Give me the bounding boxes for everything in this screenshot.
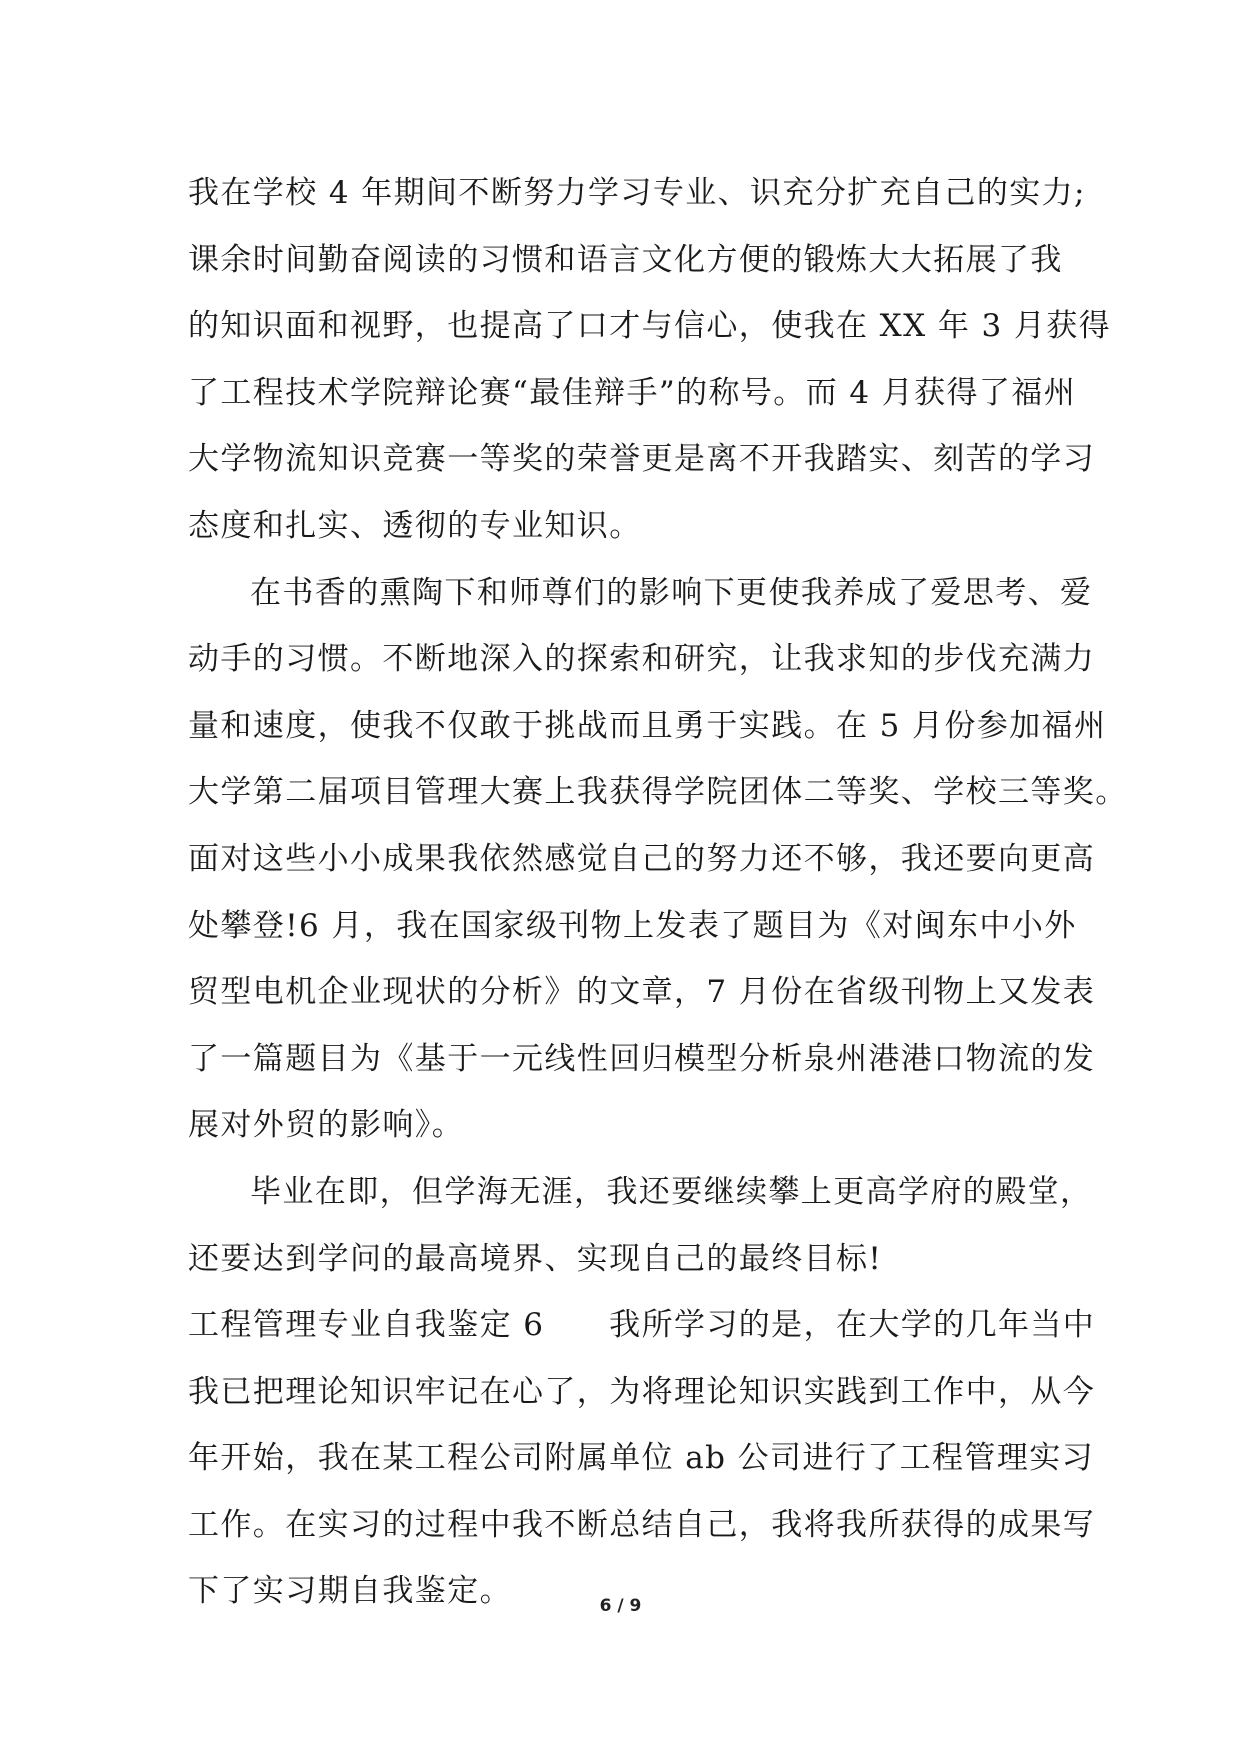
text-line: 我在学校 4 年期间不断努力学习专业、识充分扩充自己的实力; [188, 175, 1086, 211]
text-line: 下了实习期自我鉴定。 [188, 1573, 512, 1610]
text-line: 工作。在实习的过程中我不断总结自己，我将我所获得的成果写 [188, 1506, 1096, 1543]
text-line: 年开始，我在某工程公司附属单位 ab 公司进行了工程管理实习 [188, 1440, 1095, 1477]
text-line: 态度和扎实、透彻的专业知识。 [188, 507, 642, 544]
text-line: 工程管理专业自我鉴定 6 我所学习的是，在大学的几年当中 [188, 1307, 1096, 1344]
text-line: 量和速度，使我不仅敢于挑战而且勇于实践。在 5 月份参加福州 [188, 707, 1107, 744]
text-line: 贸型电机企业现状的分析》的文章，7 月份在省级刊物上又发表 [188, 974, 1096, 1011]
body-text [188, 160, 1128, 1625]
text-line: 了一篇题目为《基于一元线性回归模型分析泉州港港口物流的发 [188, 1040, 1096, 1077]
text-line: 处攀登!6 月，我在国家级刊物上发表了题目为《对闽东中小外 [188, 907, 1077, 944]
text-line: 动手的习惯。不断地深入的探索和研究，让我求知的步伐充满力 [188, 641, 1096, 678]
text-line: 毕业在即，但学海无涯，我还要继续攀上更高学府的殿堂， [250, 1173, 1093, 1210]
text-line: 展对外贸的影响》。 [188, 1107, 465, 1144]
text-line: 我已把理论知识牢记在心了，为将理论知识实践到工作中，从今 [188, 1373, 1096, 1410]
text-line: 课余时间勤奋阅读的习惯和语言文化方便的锻炼大大拓展了我 [188, 241, 1063, 278]
text-line: 面对这些小小成果我依然感觉自己的努力还不够，我还要向更高 [188, 840, 1096, 877]
text-line: 的知识面和视野，也提高了口才与信心，使我在 XX 年 3 月获得 [188, 308, 1112, 345]
text-line: 大学第二届项目管理大赛上我获得学院团体二等奖、学校三等奖。 [188, 774, 1128, 811]
text-line: 在书香的熏陶下和师尊们的影响下更使我养成了爱思考、爱 [250, 574, 1093, 611]
text-line: 了工程技术学院辩论赛“最佳辩手”的称号。而 4 月获得了福州 [188, 374, 1077, 411]
text-line: 还要达到学问的最高境界、实现自己的最终目标! [188, 1240, 883, 1277]
page-number: 6 / 9 [599, 1596, 642, 1616]
text-line: 大学物流知识竞赛一等奖的荣誉更是离不开我踏实、刻苦的学习 [188, 441, 1096, 478]
